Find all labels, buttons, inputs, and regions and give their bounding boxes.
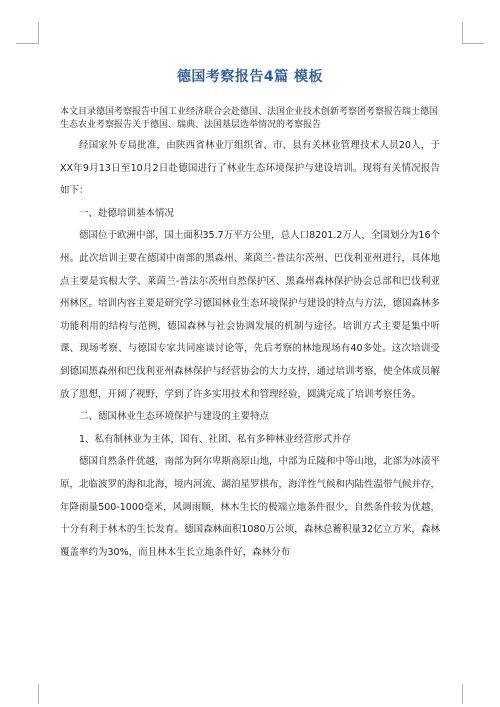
crop-mark-top-left: [38, 22, 39, 44]
section-heading-1: 一、赴德培训基本情况: [79, 207, 175, 219]
document-body: [60, 60, 440, 564]
crop-mark-top-left: [16, 43, 38, 44]
crop-mark-top-right: [462, 43, 484, 44]
section-heading-2: 二、德国林业生态环境保护与建设的主要特点: [79, 411, 270, 423]
subsection-heading-1: 1、私有制林业为主体，国有、社团、私有多种林业经营形式并存: [79, 433, 352, 445]
crop-mark-bottom-right: [462, 684, 463, 704]
document-summary: 本文目录德国考察报告中国工业经济联合会赴德国、法国企业技术创新考察团考察报告瑞士德国生态农业考察报告关于德国、瑞典、法国基层选举情况的考察报告: [60, 107, 439, 130]
crop-mark-bottom-left: [38, 684, 39, 704]
paragraph-nature: 德国自然条件优越，南部为阿尔卑斯高原山地，中部为丘陵和中等山地，北部为冰渍平原，北临波罗的海和北海，境内河流、湖泊星罗棋布，海洋性气候和内陆性温带气候并存，年降雨量500-1000毫米，风调雨顺，林木生长的极端立地条件很少，自然条件较为优越，十分有利于林木的生长发育。德国森林面积1080万公顷，森林总蓄积量32亿立方米，森林覆盖率约为30%，而且林木生长立地条件好，森林分布: [60, 456, 441, 558]
document-title: 德国考察报告4篇 模板: [176, 69, 324, 85]
paragraph-training: 德国位于欧洲中部，国土面积35.7万平方公里，总人口8201.2万人，全国划分为16个州。此次培训主要在德国中南部的黑森州、莱茵兰-普法尔茨州、巴伐利亚州进行，具体地点主要是宾根大学、莱茵兰-普法尔茨州自然保护区、黑森州森林保护协会总部和巴伐利亚州林区。培训内容主要是研究学习德国林业生态环境保护与建设的特点与方法，德国森林多功能利用的结构与范例，德国森林与社会协调发展的机制与途径。培训方式主要是集中听课、现场考察、与德国专家共同座谈讨论等，先后考察的林地现场有40多处。这次培训受到德国黑森州和巴伐利亚州森林保护与经营协会的大力支持，通过培训考察，使全体成员解放了思想，开阔了视野，学到了许多实用技术和管理经验，圆满完成了培训考察任务。: [60, 230, 441, 400]
crop-mark-top-right: [462, 22, 463, 44]
paragraph-intro: 经国家外专局批准，由陕西省林业厅组织省、市、县有关林业管理技术人员20人，于XX年9月13日至10月2日赴德国进行了林业生态环境保护与建设培训。现将有关情况报告如下：: [60, 140, 440, 197]
